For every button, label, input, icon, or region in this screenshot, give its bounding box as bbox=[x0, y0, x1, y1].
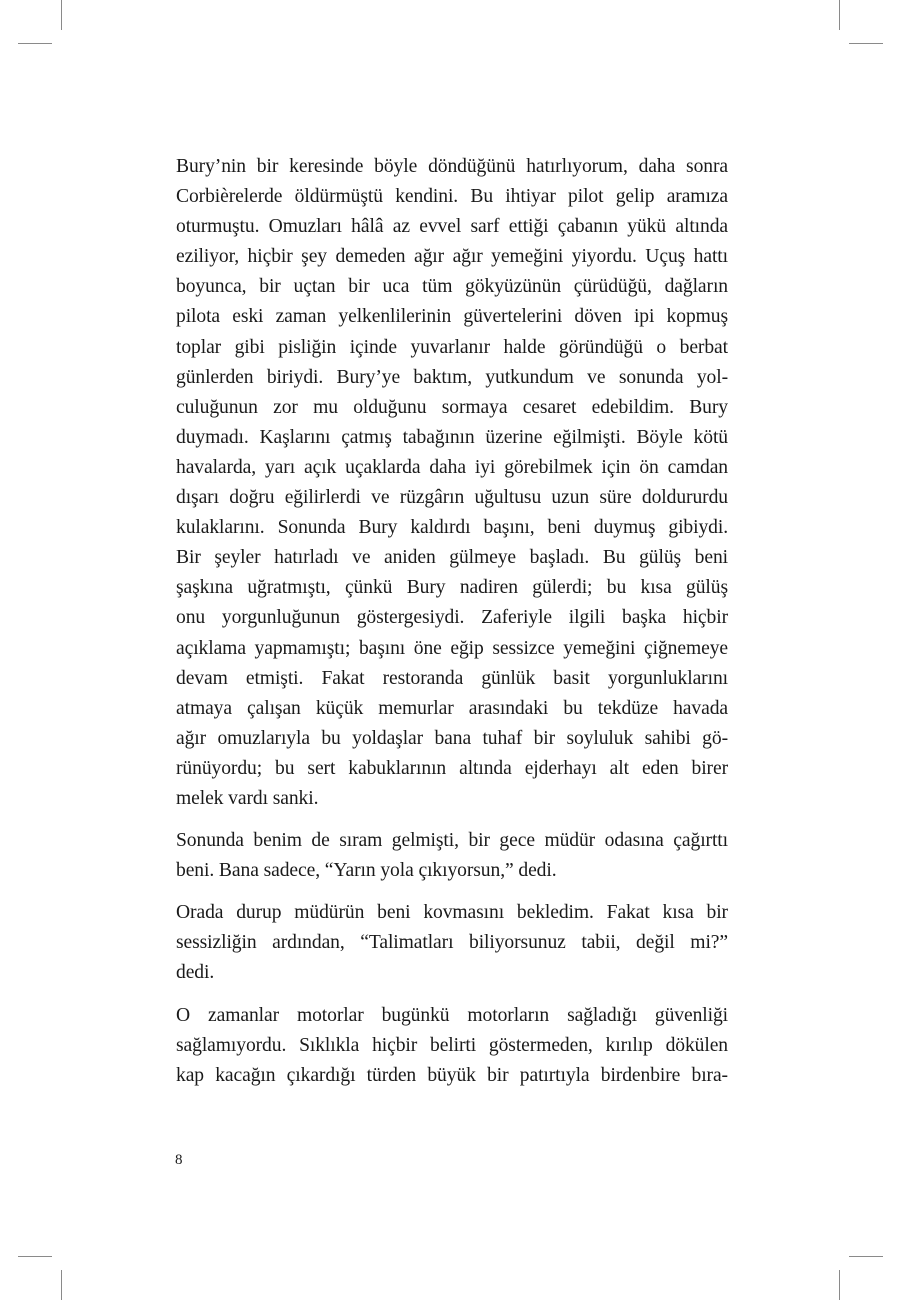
text-line: dedi. bbox=[176, 962, 215, 984]
crop-mark-bottom-left-horizontal bbox=[18, 1256, 52, 1257]
text-line: kap kacağın çıkardığı türden büyük bir patırtıyla birdenbire bıra- bbox=[176, 1064, 728, 1086]
paragraph bbox=[176, 152, 728, 814]
text-line: günlerden biriydi. Bury’ye baktım, yutkundum ve sonunda yol- bbox=[176, 366, 728, 388]
text-line: duymadı. Kaşlarını çatmış tabağının üzerine eğilmişti. Böyle kötü bbox=[176, 426, 728, 448]
crop-mark-bottom-right-vertical bbox=[839, 1270, 840, 1300]
text-line: eziliyor, hiçbir şey demeden ağır ağır yemeğini yiyordu. Uçuş hattı bbox=[176, 246, 728, 268]
paragraph bbox=[176, 1001, 728, 1091]
text-line: beni. Bana sadece, “Yarın yola çıkıyorsun,” dedi. bbox=[176, 860, 557, 882]
text-line: atmaya çalışan küçük memurlar arasındaki bu tekdüze havada bbox=[176, 697, 728, 719]
crop-mark-bottom-right-horizontal bbox=[849, 1256, 883, 1257]
text-line: şaşkına uğratmıştı, çünkü Bury nadiren gülerdi; bu kısa gülüş bbox=[176, 577, 728, 599]
page-number: 8 bbox=[175, 1152, 183, 1168]
text-line: oturmuştu. Omuzları hâlâ az evvel sarf ettiği çabanın yükü altında bbox=[176, 216, 728, 238]
crop-mark-top-right-horizontal bbox=[849, 43, 883, 44]
text-line: dışarı doğru eğilirlerdi ve rüzgârın uğultusu uzun süre doldururdu bbox=[176, 487, 728, 509]
text-line: Corbièrelerde öldürmüştü kendini. Bu ihtiyar pilot gelip aramıza bbox=[176, 186, 728, 208]
crop-mark-top-left-vertical bbox=[61, 0, 62, 30]
paragraph bbox=[176, 898, 728, 988]
text-line: O zamanlar motorlar bugünkü motorların sağladığı güvenliği bbox=[176, 1004, 728, 1026]
text-line: Bir şeyler hatırladı ve aniden gülmeye başladı. Bu gülüş beni bbox=[176, 547, 728, 569]
crop-mark-top-right-vertical bbox=[839, 0, 840, 30]
paragraph bbox=[176, 826, 728, 886]
text-line: boyunca, bir uçtan bir uca tüm gökyüzünün çürüdüğü, dağların bbox=[176, 276, 728, 298]
page-body-text bbox=[176, 152, 728, 1103]
text-line: toplar gibi pisliğin içinde yuvarlanır halde göründüğü o berbat bbox=[176, 336, 728, 358]
text-line: onu yorgunluğunun göstergesiydi. Zaferiyle ilgili başka hiçbir bbox=[176, 607, 728, 629]
text-line: sağlamıyordu. Sıklıkla hiçbir belirti göstermeden, kırılıp dökülen bbox=[176, 1034, 728, 1056]
text-line: ağır omuzlarıyla bu yoldaşlar bana tuhaf bir soyluluk sahibi gö- bbox=[176, 727, 728, 749]
text-line: kulaklarını. Sonunda Bury kaldırdı başını, beni duymuş gibiydi. bbox=[176, 517, 728, 539]
text-line: açıklama yapmamıştı; başını öne eğip sessizce yemeğini çiğnemeye bbox=[176, 637, 728, 659]
crop-mark-top-left-horizontal bbox=[18, 43, 52, 44]
text-line: devam etmişti. Fakat restoranda günlük basit yorgunluklarını bbox=[176, 667, 728, 689]
crop-mark-bottom-left-vertical bbox=[61, 1270, 62, 1300]
text-line: melek vardı sanki. bbox=[176, 787, 319, 809]
text-line: havalarda, yarı açık uçaklarda daha iyi görebilmek için ön camdan bbox=[176, 456, 728, 478]
text-line: culuğunun zor mu olduğunu sormaya cesaret edebildim. Bury bbox=[176, 396, 728, 418]
text-line: Bury’nin bir keresinde böyle döndüğünü hatırlıyorum, daha sonra bbox=[176, 156, 728, 177]
text-line: rünüyordu; bu sert kabuklarının altında ejderhayı alt eden birer bbox=[176, 757, 728, 779]
text-line: Sonunda benim de sıram gelmişti, bir gece müdür odasına çağırttı bbox=[176, 830, 728, 852]
text-line: sessizliğin ardından, “Talimatları biliyorsunuz tabii, değil mi?” bbox=[176, 932, 728, 954]
text-line: pilota eski zaman yelkenlilerinin güvertelerini döven ipi kopmuş bbox=[176, 306, 728, 328]
text-line: Orada durup müdürün beni kovmasını bekledim. Fakat kısa bir bbox=[176, 902, 728, 924]
